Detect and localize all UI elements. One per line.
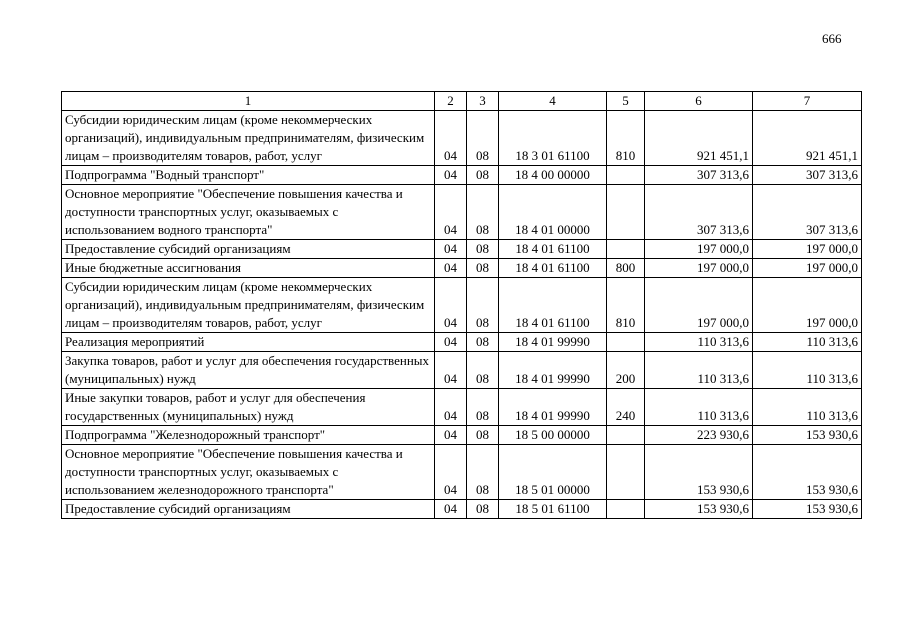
table-row <box>62 445 862 500</box>
row-name: Закупка товаров, работ и услуг для обеспечения государственных (муниципальных) нужд <box>62 352 435 389</box>
row-subsection: 08 <box>467 352 499 389</box>
row-name: Субсидии юридическим лицам (кроме некоммерческих организаций), индивидуальным предпринимателям, физическим лицам – производителям товаров, работ, услуг <box>62 278 435 333</box>
row-name: Подпрограмма "Водный транспорт" <box>62 166 435 185</box>
row-subsection: 08 <box>467 111 499 166</box>
row-amount-7: 197 000,0 <box>753 259 862 278</box>
row-section: 04 <box>435 278 467 333</box>
row-amount-7: 153 930,6 <box>753 500 862 519</box>
budget-table <box>61 91 862 519</box>
row-subsection: 08 <box>467 500 499 519</box>
row-amount-7: 110 313,6 <box>753 389 862 426</box>
row-name: Основное мероприятие "Обеспечение повышения качества и доступности транспортных услуг, оказываемых с использованием железнодорожного транспорта" <box>62 445 435 500</box>
row-expense-type <box>607 500 645 519</box>
table-row <box>62 333 862 352</box>
row-name: Подпрограмма "Железнодорожный транспорт" <box>62 426 435 445</box>
row-subsection: 08 <box>467 426 499 445</box>
header-col-2: 2 <box>435 92 467 111</box>
row-subsection: 08 <box>467 389 499 426</box>
row-section: 04 <box>435 240 467 259</box>
table-row <box>62 185 862 240</box>
row-amount-7: 921 451,1 <box>753 111 862 166</box>
row-target-code: 18 4 01 61100 <box>499 240 607 259</box>
row-section: 04 <box>435 500 467 519</box>
row-section: 04 <box>435 389 467 426</box>
row-amount-6: 197 000,0 <box>645 240 753 259</box>
table-row <box>62 426 862 445</box>
row-amount-6: 153 930,6 <box>645 445 753 500</box>
row-amount-6: 307 313,6 <box>645 185 753 240</box>
row-expense-type <box>607 185 645 240</box>
row-section: 04 <box>435 259 467 278</box>
row-target-code: 18 5 01 00000 <box>499 445 607 500</box>
table-row <box>62 500 862 519</box>
row-target-code: 18 4 01 99990 <box>499 352 607 389</box>
row-section: 04 <box>435 352 467 389</box>
header-col-5: 5 <box>607 92 645 111</box>
row-expense-type: 810 <box>607 278 645 333</box>
page-number: 666 <box>822 31 842 46</box>
row-target-code: 18 4 01 00000 <box>499 185 607 240</box>
row-amount-6: 921 451,1 <box>645 111 753 166</box>
table-row <box>62 166 862 185</box>
row-expense-type <box>607 445 645 500</box>
row-name: Субсидии юридическим лицам (кроме некоммерческих организаций), индивидуальным предпринимателям, физическим лицам – производителям товаров, работ, услуг <box>62 111 435 166</box>
row-amount-7: 110 313,6 <box>753 333 862 352</box>
table-row <box>62 389 862 426</box>
row-amount-7: 197 000,0 <box>753 240 862 259</box>
header-col-7: 7 <box>753 92 862 111</box>
row-amount-7: 197 000,0 <box>753 278 862 333</box>
row-amount-7: 307 313,6 <box>753 166 862 185</box>
header-col-1: 1 <box>62 92 435 111</box>
row-name: Иные закупки товаров, работ и услуг для обеспечения государственных (муниципальных) нужд <box>62 389 435 426</box>
row-subsection: 08 <box>467 278 499 333</box>
row-section: 04 <box>435 426 467 445</box>
row-expense-type: 810 <box>607 111 645 166</box>
row-amount-6: 197 000,0 <box>645 278 753 333</box>
row-amount-7: 307 313,6 <box>753 185 862 240</box>
row-expense-type: 200 <box>607 352 645 389</box>
row-amount-6: 153 930,6 <box>645 500 753 519</box>
row-amount-6: 223 930,6 <box>645 426 753 445</box>
row-section: 04 <box>435 111 467 166</box>
row-amount-6: 110 313,6 <box>645 389 753 426</box>
row-name: Предоставление субсидий организациям <box>62 240 435 259</box>
row-section: 04 <box>435 333 467 352</box>
row-subsection: 08 <box>467 166 499 185</box>
row-expense-type <box>607 426 645 445</box>
row-target-code: 18 4 01 61100 <box>499 259 607 278</box>
row-amount-6: 197 000,0 <box>645 259 753 278</box>
row-name: Основное мероприятие "Обеспечение повышения качества и доступности транспортных услуг, оказываемых с использованием водного транспорта" <box>62 185 435 240</box>
header-col-6: 6 <box>645 92 753 111</box>
row-amount-7: 153 930,6 <box>753 445 862 500</box>
row-subsection: 08 <box>467 259 499 278</box>
row-section: 04 <box>435 185 467 240</box>
row-expense-type <box>607 166 645 185</box>
header-col-4: 4 <box>499 92 607 111</box>
row-amount-7: 110 313,6 <box>753 352 862 389</box>
table-row <box>62 111 862 166</box>
header-col-3: 3 <box>467 92 499 111</box>
row-target-code: 18 5 01 61100 <box>499 500 607 519</box>
table-row <box>62 352 862 389</box>
row-amount-6: 110 313,6 <box>645 333 753 352</box>
row-target-code: 18 3 01 61100 <box>499 111 607 166</box>
row-subsection: 08 <box>467 185 499 240</box>
row-section: 04 <box>435 445 467 500</box>
row-expense-type <box>607 240 645 259</box>
row-target-code: 18 4 01 61100 <box>499 278 607 333</box>
row-expense-type: 800 <box>607 259 645 278</box>
row-target-code: 18 4 01 99990 <box>499 389 607 426</box>
row-expense-type: 240 <box>607 389 645 426</box>
row-expense-type <box>607 333 645 352</box>
row-subsection: 08 <box>467 240 499 259</box>
table-row <box>62 240 862 259</box>
row-amount-6: 110 313,6 <box>645 352 753 389</box>
row-target-code: 18 4 00 00000 <box>499 166 607 185</box>
row-amount-7: 153 930,6 <box>753 426 862 445</box>
row-target-code: 18 5 00 00000 <box>499 426 607 445</box>
table-row <box>62 278 862 333</box>
row-subsection: 08 <box>467 445 499 500</box>
table-row <box>62 259 862 278</box>
row-name: Предоставление субсидий организациям <box>62 500 435 519</box>
row-name: Иные бюджетные ассигнования <box>62 259 435 278</box>
row-amount-6: 307 313,6 <box>645 166 753 185</box>
row-name: Реализация мероприятий <box>62 333 435 352</box>
row-target-code: 18 4 01 99990 <box>499 333 607 352</box>
table-header-row <box>62 92 862 111</box>
row-section: 04 <box>435 166 467 185</box>
row-subsection: 08 <box>467 333 499 352</box>
